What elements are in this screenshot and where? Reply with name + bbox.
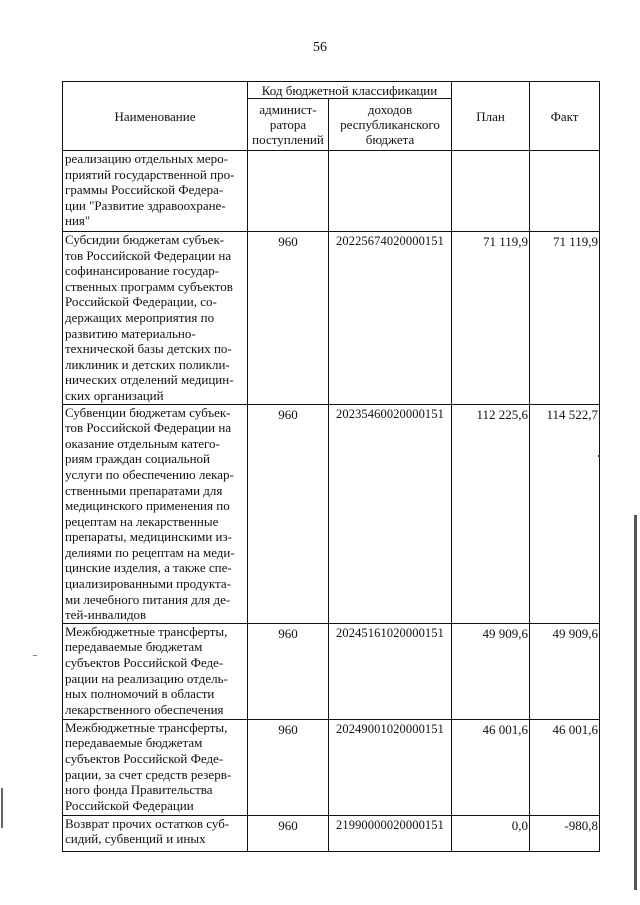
table-row <box>63 815 600 851</box>
row-name: Субвенции бюджетам субъек- тов Российской Федерации на оказание отдельным катего- риям граждан социальной услуги по обеспечению лекар- ственными препаратами для медицинского применения по рецептам на лекарственные препараты, медицинскими из- делиями по рецептам на меди- цинские изделия, а также спе- циализированными продукта- ми лечебного питания для де- тей-инвалидов <box>63 404 248 623</box>
row-income-code <box>329 151 452 232</box>
page-number: 56 <box>313 40 327 55</box>
row-plan: 46 001,6 <box>452 719 530 815</box>
scan-speck <box>33 655 37 656</box>
row-plan: 112 225,6 <box>452 404 530 623</box>
table-row <box>63 232 600 405</box>
table-row <box>63 623 600 719</box>
header-fact: Факт <box>530 82 600 151</box>
row-admin-code: 960 <box>248 815 329 851</box>
header-admin-code: админист- ратора поступлений <box>248 99 329 151</box>
budget-table <box>62 81 600 852</box>
row-fact: 114 522,7 <box>530 404 600 623</box>
scan-edge-mark <box>634 515 637 890</box>
row-plan: 71 119,9 <box>452 232 530 405</box>
row-income-code: 21990000020000151 <box>329 815 452 851</box>
row-fact: -980,8 <box>530 815 600 851</box>
row-fact <box>530 151 600 232</box>
row-name: Межбюджетные трансферты, передаваемые бюджетам субъектов Российской Феде- рации на реализацию отдель- ных полномочий в области лекарственного обеспечения <box>63 623 248 719</box>
row-name: Межбюджетные трансферты, передаваемые бюджетам субъектов Российской Феде- рации, за счет средств резерв- ного фонда Правительства Российской Федерации <box>63 719 248 815</box>
row-fact: 71 119,9 <box>530 232 600 405</box>
row-income-code: 20235460020000151 <box>329 404 452 623</box>
row-name: Субсидии бюджетам субъек- тов Российской Федерации на софинансирование государ- ственных программ субъектов Российской Федерации, со- держащих мероприятия по развитию материально- технической базы детских по- ликлиник и детских поликли- нических отделений медицин- ских организаций <box>63 232 248 405</box>
row-admin-code: 960 <box>248 623 329 719</box>
row-name: Возврат прочих остатков суб- сидий, субвенций и иных <box>63 815 248 851</box>
scan-speck <box>598 455 600 457</box>
table-row <box>63 404 600 623</box>
row-fact: 46 001,6 <box>530 719 600 815</box>
row-plan <box>452 151 530 232</box>
row-fact: 49 909,6 <box>530 623 600 719</box>
row-name: реализацию отдельных меро- приятий государственной про- граммы Российской Федера- ции "Развитие здравоохране- ния" <box>63 151 248 232</box>
header-income-code: доходов республиканского бюджета <box>329 99 452 151</box>
header-name: Наименование <box>63 82 248 151</box>
row-admin-code: 960 <box>248 719 329 815</box>
row-plan: 49 909,6 <box>452 623 530 719</box>
row-admin-code <box>248 151 329 232</box>
header-budget-classification: Код бюджетной классификации <box>248 82 452 99</box>
table-row <box>63 719 600 815</box>
row-admin-code: 960 <box>248 404 329 623</box>
table-row <box>63 151 600 232</box>
row-income-code: 20249001020000151 <box>329 719 452 815</box>
scan-edge-mark <box>1 788 3 828</box>
row-admin-code: 960 <box>248 232 329 405</box>
row-income-code: 20245161020000151 <box>329 623 452 719</box>
row-plan: 0,0 <box>452 815 530 851</box>
row-income-code: 20225674020000151 <box>329 232 452 405</box>
header-plan: План <box>452 82 530 151</box>
